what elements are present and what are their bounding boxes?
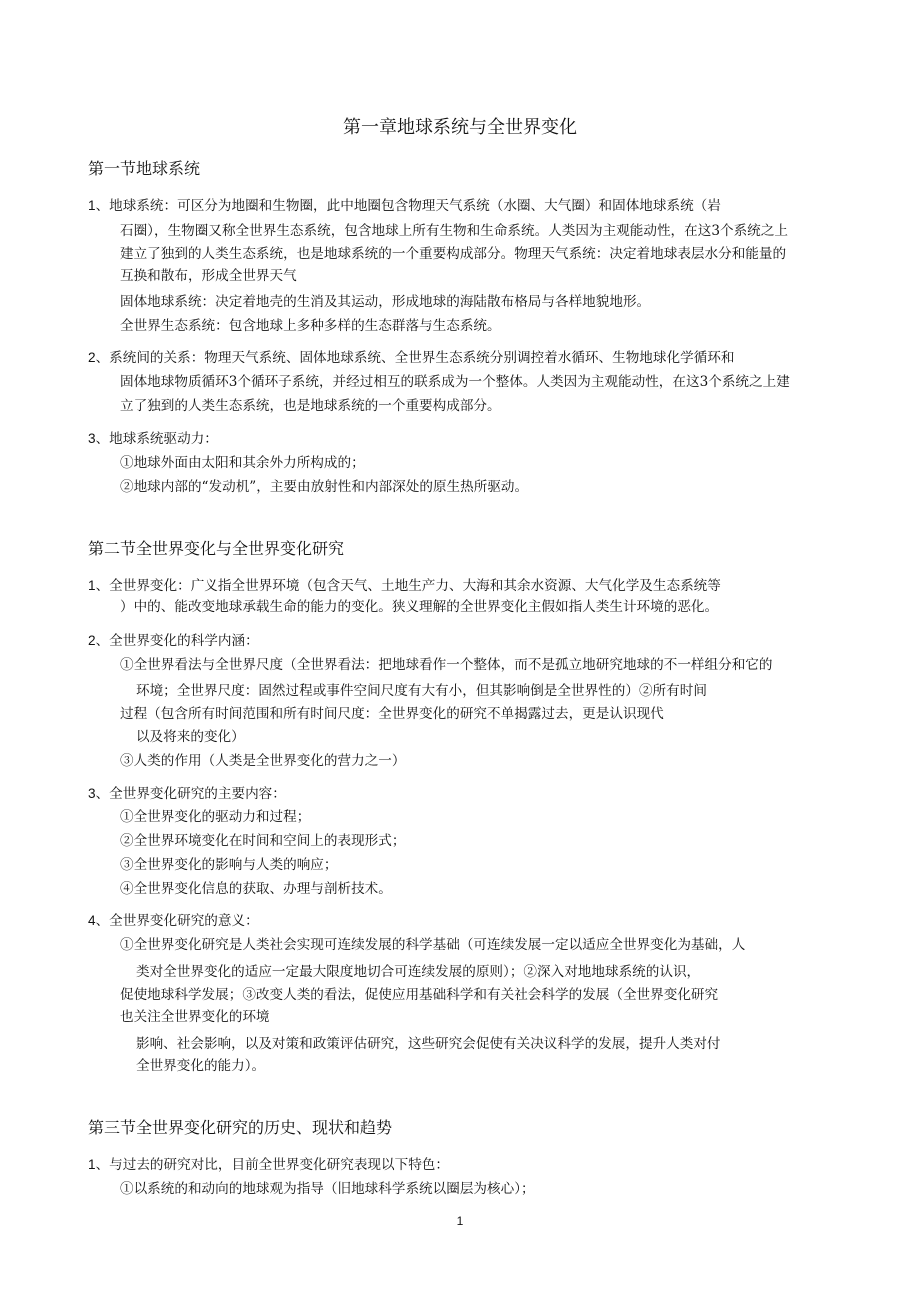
item-line: 2、系统间的关系：物理天气系统、固体地球系统、全世界生态系统分别调控着水循环、生物地球化学循环和 [88, 350, 735, 366]
section-heading: 第二节全世界变化与全世界变化研究 [88, 539, 345, 558]
item-number: 3 [88, 431, 96, 446]
item-line: 固体地球系统：决定着地壳的生消及其运动，形成地球的海陆散布格局与各样地貌地形。 [120, 294, 651, 310]
item-line: 固体地球物质循环3个循环子系统，并经过相互的联系成为一个整体。人类因为主观能动性，在这3个系统之上建 [120, 374, 790, 390]
section-heading: 第一节地球系统 [88, 159, 201, 178]
item-line: ②全世界环境变化在时间和空间上的表现形式； [120, 833, 406, 849]
item-line: 互换和散布，形成全世界天气 [120, 268, 297, 284]
item-line: 全世界变化的能力）。 [136, 1058, 266, 1074]
item-line: ）中的、能改变地球承载生命的能力的变化。狭义理解的全世界变化主假如指人类生计环境的恶化。 [120, 599, 719, 615]
item-line: 促使地球科学发展；③改变人类的看法，促使应用基础科学和有关社会科学的发展（全世界变化研究 [120, 987, 719, 1003]
item-line: 立了独到的人类生态系统，也是地球系统的一个重要构成部分。 [120, 398, 501, 414]
item-line: 3、全世界变化研究的主要内容： [88, 786, 286, 802]
item-line: 1、地球系统：可区分为地圈和生物圈，此中地圈包含物理天气系统（水圈、大气圈）和固体地球系统（岩 [88, 198, 721, 214]
item-line: 石圈），生物圈又称全世界生态系统，包含地球上所有生物和生命系统。人类因为主观能动性，在这3个系统之上 [120, 223, 788, 239]
item-number: 3 [88, 786, 96, 801]
section-heading: 第三节全世界变化研究的历史、现状和趋势 [88, 1118, 393, 1137]
item-line: ①全世界变化的驱动力和过程； [120, 809, 311, 825]
item-line: 建立了独到的人类生态系统，也是地球系统的一个重要构成部分。物理天气系统：决定着地球表层水分和能量的 [120, 246, 787, 262]
item-number: 2 [88, 350, 96, 365]
chapter-title: 第一章地球系统与全世界变化 [343, 117, 577, 138]
item-line: 环境；全世界尺度：固然过程或事件空间尺度有大有小，但其影响倒是全世界性的）②所有时间 [136, 683, 707, 699]
item-line: 1、全世界变化：广义指全世界环境（包含天气、土地生产力、大海和其余水资源、大气化学及生态系统等 [88, 578, 721, 594]
item-line: 3、地球系统驱动力： [88, 431, 218, 447]
item-number: 1 [88, 578, 96, 593]
item-line: 影响、社会影响，以及对策和政策评估研究，这些研究会促使有关决议科学的发展，提升人类对付 [136, 1036, 721, 1052]
item-line: ③全世界变化的影响与人类的响应； [120, 857, 338, 873]
item-line: ①全世界变化研究是人类社会实现可连续发展的科学基础（可连续发展一定以适应全世界变化为基础，人 [120, 937, 746, 953]
item-line: ②地球内部的“发动机”，主要由放射性和内部深处的原生热所驱动。 [120, 479, 529, 495]
item-line: 类对全世界变化的适应一定最大限度地切合可连续发展的原则）；②深入对地地球系统的认识， [136, 964, 701, 980]
item-line: ④全世界变化信息的获取、办理与剖析技术。 [120, 881, 392, 897]
item-line: 全世界生态系统：包含地球上多种多样的生态群落与生态系统。 [120, 318, 501, 334]
item-line: 也关注全世界变化的环境 [120, 1009, 270, 1025]
item-number: 4 [88, 913, 96, 928]
item-line: 过程（包含所有时间范围和所有时间尺度：全世界变化的研究不单揭露过去，更是认识现代 [120, 706, 664, 722]
item-number: 1 [88, 198, 96, 213]
item-line: 以及将来的变化） [136, 729, 245, 745]
item-line: ①地球外面由太阳和其余外力所构成的； [120, 455, 365, 471]
item-number: 2 [88, 633, 96, 648]
page-number: 1 [456, 1214, 464, 1228]
item-line: 2、全世界变化的科学内涵： [88, 633, 259, 649]
item-line: ①以系统的和动向的地球观为指导（旧地球科学系统以圈层为核心）； [120, 1181, 535, 1197]
item-line: 4、全世界变化研究的意义： [88, 913, 259, 929]
item-line: 1、与过去的研究对比，目前全世界变化研究表现以下特色： [88, 1157, 449, 1173]
item-line: ①全世界看法与全世界尺度（全世界看法：把地球看作一个整体，而不是孤立地研究地球的不一样组分和它的 [120, 657, 773, 673]
item-number: 1 [88, 1157, 96, 1172]
item-line: ③人类的作用（人类是全世界变化的营力之一） [120, 753, 406, 769]
